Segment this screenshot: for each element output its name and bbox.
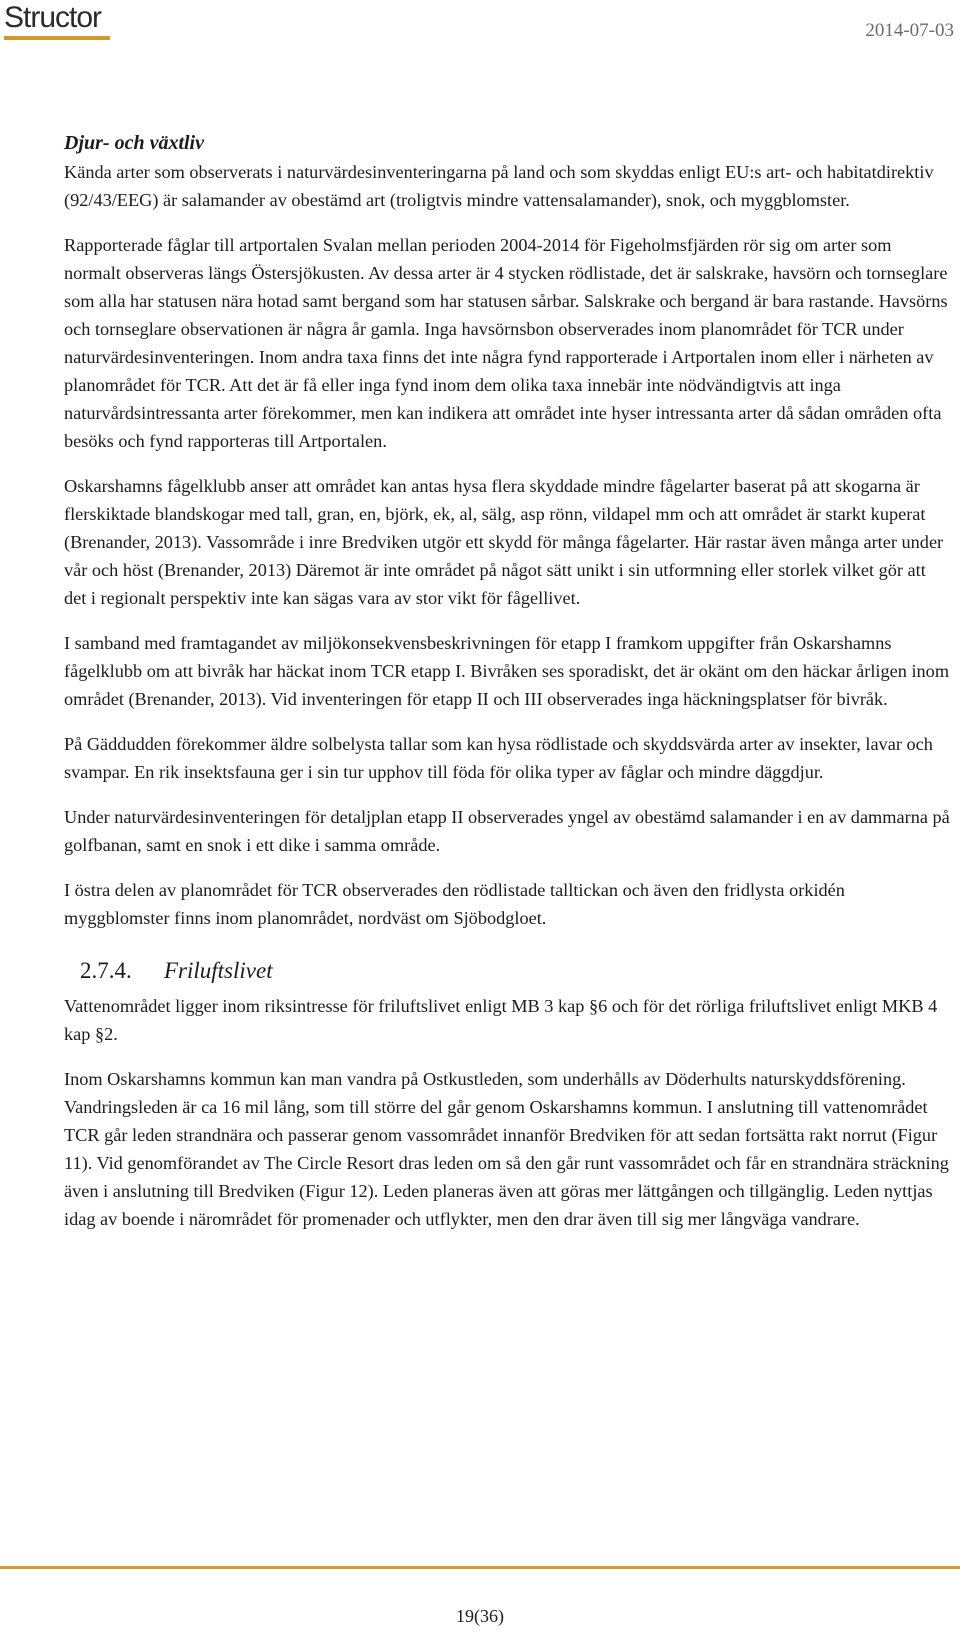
subsection-heading: [80, 956, 952, 986]
paragraph: Inom Oskarshamns kommun kan man vandra på Ostkustleden, som underhålls av Döderhults naturskyddsförening. Vandringsleden är ca 16 mil lång, som till större del går genom Oskarshamns kommun. I anslutning till vattenområdet TCR går leden strandnära och passerar genom vassområdet innanför Bredviken för att sedan fortsätta rakt norrut (Figur 11). Vid genomförandet av The Circle Resort dras leden om så den går runt vassområdet och får en strandnära sträckning även i anslutning till Bredviken (Figur 12). Leden planeras även att göras mer lättgången och tillgänglig. Leden nyttjas idag av boende i närområdet för promenader och utflykter, men den drar även till sig mer långväga vandrare.: [64, 1069, 949, 1229]
subsection-title: Friluftslivet: [164, 958, 273, 983]
paragraph: Under naturvärdesinventeringen för detaljplan etapp II observerades yngel av obestämd salamander i en av dammarna på golfbanan, samt en snok i ett dike i samma område.: [64, 807, 950, 855]
paragraph: Vattenområdet ligger inom riksintresse för friluftslivet enligt MB 3 kap §6 och för det rörliga friluftslivet enligt MKB 4 kap §2.: [64, 996, 938, 1044]
paragraph: På Gäddudden förekommer äldre solbelysta tallar som kan hysa rödlistade och skyddsvärda arter av insekter, lavar och svampar. En rik insektsfauna ger i sin tur upphov till föda för olika typer av fåglar och mindre däggdjur.: [64, 734, 933, 782]
subsection-number: 2.7.4.: [80, 958, 132, 983]
document-date: 2014-07-03: [865, 20, 954, 41]
page-content: [64, 128, 952, 1250]
section-title: Djur- och växtliv: [64, 132, 204, 154]
logo-underline: [4, 36, 110, 40]
footer-divider: [0, 1566, 960, 1569]
paragraph: Rapporterade fåglar till artportalen Svalan mellan perioden 2004-2014 för Figeholmsfjärden rör sig om arter som normalt observeras längs Östersjökusten. Av dessa arter är 4 stycken rödlistade, det är salskrake, havsörn och tornseglare som alla har statusen nära hotad samt bergand som har statusen sårbar. Salskrake och bergand är bara rastande. Havsörns och tornseglare observationen är några år gamla. Inga havsörnsbon observerades inom planområdet för TCR under naturvärdesinventeringen. Inom andra taxa finns det inte några fynd rapporterade i Artportalen inom eller i närheten av planområdet för TCR. Att det är få eller inga fynd inom dem olika taxa innebär inte nödvändigtvis att inga naturvårdsintressanta arter förekommer, men kan indikera att området inte hyser intressanta arter då sådan områden ofta besöks och fynd rapporteras till Artportalen.: [64, 235, 948, 451]
paragraph: I östra delen av planområdet för TCR observerades den rödlistade talltickan och även den fridlysta orkidén myggblomster finns inom planområdet, nordväst om Sjöbodgloet.: [64, 880, 845, 928]
structor-logo: Structor: [4, 1, 102, 34]
paragraph: Kända arter som observerats i naturvärdesinventeringarna på land och som skyddas enligt EU:s art- och habitatdirektiv (92/43/EEG) är salamander av obestämd art (troligtvis mindre vattensalamander), snok, och myggblomster.: [64, 162, 934, 210]
paragraph: I samband med framtagandet av miljökonsekvensbeskrivningen för etapp I framkom uppgifter från Oskarshamns fågelklubb om att bivråk har häckat inom TCR etapp I. Bivråken ses sporadiskt, det är okänt om den häckar årligen inom området (Brenander, 2013). Vid inventeringen för etapp II och III observerades inga häckningsplatser för bivråk.: [64, 633, 950, 709]
paragraph: Oskarshamns fågelklubb anser att området kan antas hysa flera skyddade mindre fågelarter baserat på att skogarna är flerskiktade blandskogar med tall, gran, en, björk, ek, al, sälg, asp rönn, vildapel mm och att området är starkt kuperat (Brenander, 2013). Vassområde i inre Bredviken utgör ett skydd för många fågelarter. Här rastar även många arter under vår och höst (Brenander, 2013) Däremot är inte området på något sätt unikt i sin utformning eller storlek vilket gör att det i regionalt perspektiv inte kan sägas vara av stor vikt för fågellivet.: [64, 476, 944, 608]
page-number: 19(36): [456, 1606, 504, 1626]
